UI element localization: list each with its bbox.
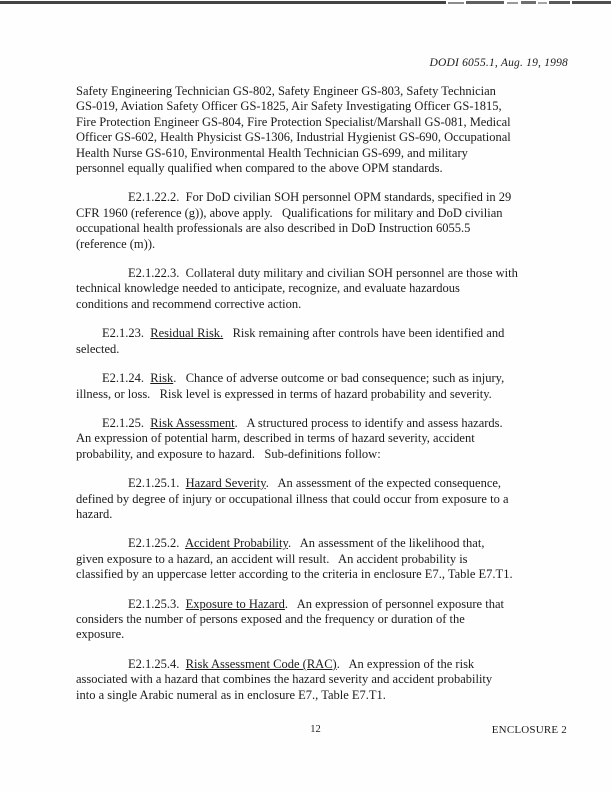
text-line: CFR 1960 (reference (g)), above apply. Qualifications for military and DoD civilian	[76, 205, 503, 220]
text-line: E2.1.25. Risk Assessment. A structured process to identify and assess hazards.	[102, 415, 503, 430]
text-line: occupational health professionals are also described in DoD Instruction 6055.5	[76, 221, 471, 236]
text-line: Officer GS-602, Health Physicist GS-1306, Industrial Hygienist GS-690, Occupational	[76, 130, 511, 145]
text-line: GS-019, Aviation Safety Officer GS-1825, Air Safety Investigating Officer GS-1815,	[76, 99, 502, 114]
text-line: given exposure to a hazard, an accident will result. An accident probability is	[76, 551, 468, 566]
text-line: E2.1.22.3. Collateral duty military and civilian SOH personnel are those with	[128, 266, 518, 281]
page-number: 12	[310, 724, 321, 735]
paragraph-e2-1-25-2-accident-probability	[76, 536, 554, 582]
text-line: illness, or loss. Risk level is expressed in terms of hazard probability and severity.	[76, 386, 492, 401]
underlined-term: Residual Risk.	[150, 326, 224, 341]
underlined-term: Risk Assessment	[150, 415, 235, 430]
text-line: (reference (m)).	[76, 236, 156, 251]
text-line: hazard.	[76, 506, 113, 521]
paragraph-e2-1-25-risk-assessment	[76, 416, 554, 462]
underlined-term: Exposure to Hazard	[185, 596, 285, 611]
text-line: into a single Arabic numeral as in enclosure E7., Table E7.T1.	[76, 687, 386, 702]
text-line: E2.1.23. Residual Risk. Risk remaining after controls have been identified and	[102, 326, 505, 341]
text-line: E2.1.25.2. Accident Probability. An assessment of the likelihood that,	[128, 536, 485, 551]
scan-artifact-line	[0, 1, 611, 5]
paragraph-e2-1-22-3	[76, 266, 554, 312]
text-line: technical knowledge needed to anticipate, recognize, and evaluate hazardous	[76, 281, 460, 296]
underlined-term: Hazard Severity	[185, 476, 266, 491]
text-line: An expression of potential harm, described in terms of hazard severity, accident	[76, 431, 475, 446]
paragraph-e2-1-25-3-exposure-to-hazard	[76, 597, 554, 643]
text-line: Fire Protection Engineer GS-804, Fire Protection Specialist/Marshall GS-081, Medical	[76, 114, 511, 129]
text-line: conditions and recommend corrective action.	[76, 296, 302, 311]
underlined-term: Risk	[150, 371, 174, 386]
document-reference-header: DODI 6055.1, Aug. 19, 1998	[429, 57, 568, 69]
paragraph-e2-1-24-risk	[76, 371, 554, 402]
text-line: defined by degree of injury or occupational illness that could occur from exposure to a	[76, 491, 509, 506]
text-line: E2.1.25.3. Exposure to Hazard. An expression of personnel exposure that	[128, 596, 504, 611]
enclosure-label: ENCLOSURE 2	[491, 724, 567, 736]
text-line: Health Nurse GS-610, Environmental Health Technician GS-699, and military	[76, 145, 468, 160]
text-line: E2.1.25.1. Hazard Severity. An assessment of the expected consequence,	[128, 476, 502, 491]
underlined-term: Risk Assessment Code (RAC)	[185, 656, 337, 671]
text-line: E2.1.22.2. For DoD civilian SOH personnel OPM standards, specified in 29	[128, 190, 512, 205]
paragraph-opm-standards-continuation	[76, 84, 554, 176]
text-line: Safety Engineering Technician GS-802, Safety Engineer GS-803, Safety Technician	[76, 84, 496, 98]
text-line: E2.1.24. Risk. Chance of adverse outcome or bad consequence; such as injury,	[102, 371, 505, 386]
text-line: probability, and exposure to hazard. Sub-definitions follow:	[76, 446, 381, 461]
text-line: E2.1.25.4. Risk Assessment Code (RAC). An expression of the risk	[128, 656, 475, 671]
paragraph-e2-1-25-1-hazard-severity	[76, 476, 554, 522]
text-line: classified by an uppercase letter according to the criteria in enclosure E7., Table E7.T1.	[76, 567, 513, 582]
paragraph-e2-1-25-4-risk-assessment-code	[76, 657, 554, 703]
text-line: associated with a hazard that combines the hazard severity and accident probability	[76, 672, 493, 687]
text-line: selected.	[76, 341, 120, 356]
text-line: exposure.	[76, 627, 125, 642]
text-line: considers the number of persons exposed and the frequency or duration of the	[76, 611, 465, 626]
paragraph-e2-1-22-2	[76, 190, 554, 252]
document-body	[76, 84, 554, 717]
underlined-term: Accident Probability	[184, 536, 288, 551]
text-line: personnel equally qualified when compared to the above OPM standards.	[76, 161, 443, 176]
paragraph-e2-1-23-residual-risk	[76, 326, 554, 357]
